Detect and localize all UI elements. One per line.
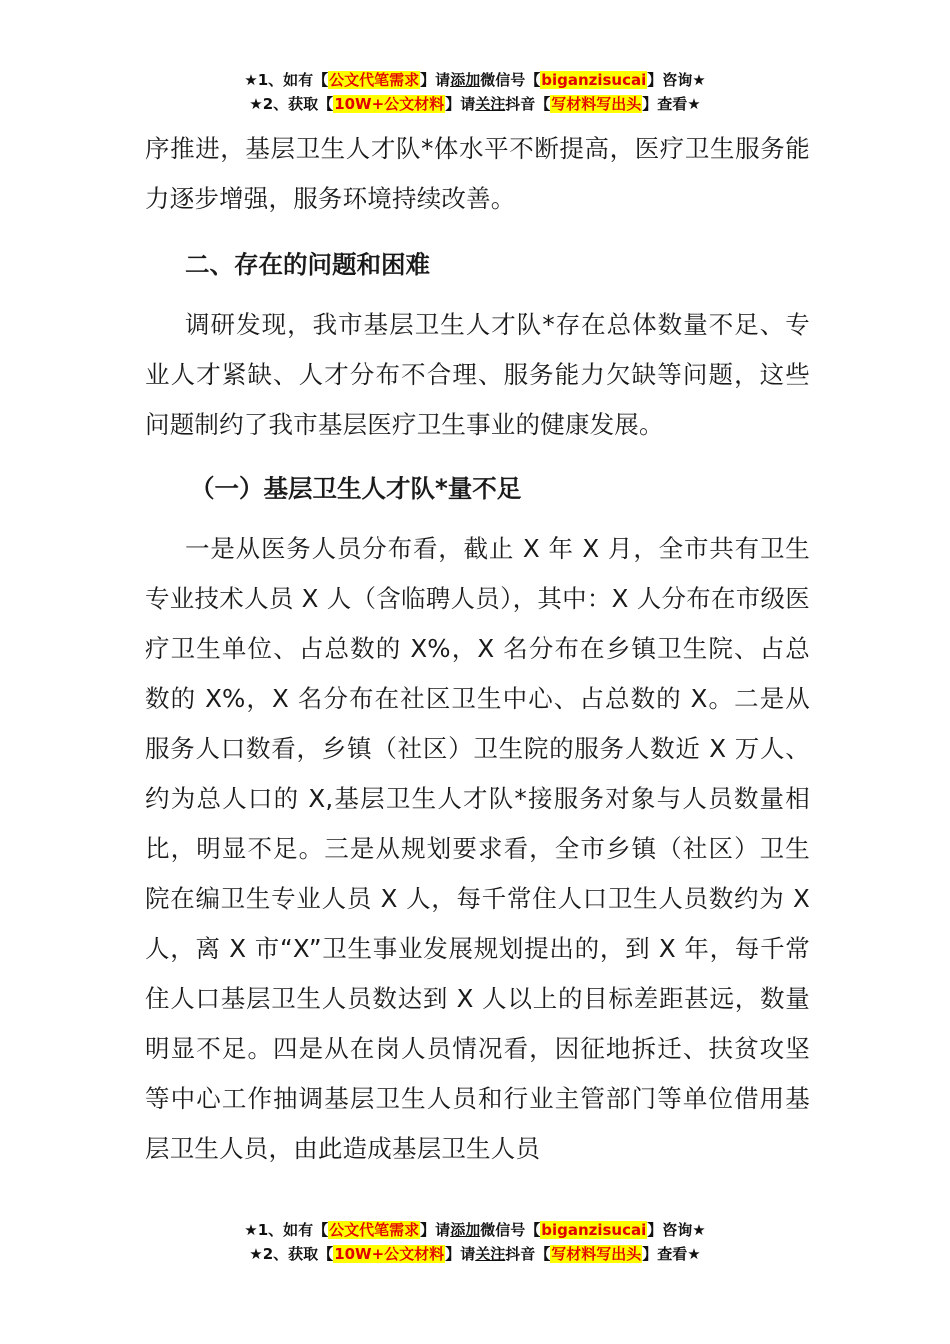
document-body — [145, 124, 810, 1174]
highlight-materials: 10W+公文材料 — [334, 1245, 445, 1263]
footer-line-1: ★1、如有【公文代笔需求】请添加微信号【biganzisucai】咨询★ — [244, 1221, 706, 1239]
footer-line-2: ★2、获取【10W+公文材料】请关注抖音【写材料写出头】查看★ — [249, 1245, 701, 1263]
highlight-materials: 10W+公文材料 — [334, 95, 445, 113]
highlight-service: 公文代笔需求 — [329, 71, 420, 89]
banner-line-1: ★1、如有【公文代笔需求】请添加微信号【biganzisucai】咨询★ — [244, 71, 706, 89]
highlight-wechat-id: biganzisucai — [541, 71, 647, 89]
highlight-douyin-id: 写材料写出头 — [551, 95, 642, 113]
section-heading: 二、存在的问题和困难 — [185, 250, 430, 279]
subsection-heading: （一）基层卫生人才队*量不足 — [190, 474, 522, 503]
footer-banner — [0, 1218, 950, 1266]
paragraph-details: 一是从医务人员分布看，截止 X 年 X 月，全市共有卫生专业技术人员 X 人（含临聘人员），其中：X 人分布在市级医疗卫生单位、占总数的 X%，X 名分布在乡镇卫生院、占总数的 X%，X 名分布在社区卫生中心、占总数的 X。二是从服务人口数看，乡镇（社区）卫生院的服务人数近 X 万人、约为总人口的 X,基层卫生人才队*接服务对象与人员数量相比，明显不足。三是从规划要求看，全市乡镇（社区）卫生院在编卫生专业人员 X 人，每千常住人口卫生人员数约为 X 人，离 X 市“X”卫生事业发展规划提出的，到 X 年，每千常住人口基层卫生人员数达到 X 人以上的目标差距甚远，数量明显不足。四是从在岗人员情况看，因征地拆迁、扶贫攻坚等中心工作抽调基层卫生人员和行业主管部门等单位借用基层卫生人员，由此造成基层卫生人员 — [145, 534, 810, 1163]
header-banner — [0, 68, 950, 116]
paragraph-continuation: 序推进，基层卫生人才队*体水平不断提高，医疗卫生服务能力逐步增强，服务环境持续改善。 — [145, 134, 810, 213]
paragraph-findings: 调研发现，我市基层卫生人才队*存在总体数量不足、专业人才紧缺、人才分布不合理、服务能力欠缺等问题，这些问题制约了我市基层医疗卫生事业的健康发展。 — [145, 310, 810, 439]
highlight-douyin-id: 写材料写出头 — [551, 1245, 642, 1263]
highlight-wechat-id: biganzisucai — [541, 1221, 647, 1239]
banner-line-2: ★2、获取【10W+公文材料】请关注抖音【写材料写出头】查看★ — [249, 95, 701, 113]
highlight-service: 公文代笔需求 — [329, 1221, 420, 1239]
